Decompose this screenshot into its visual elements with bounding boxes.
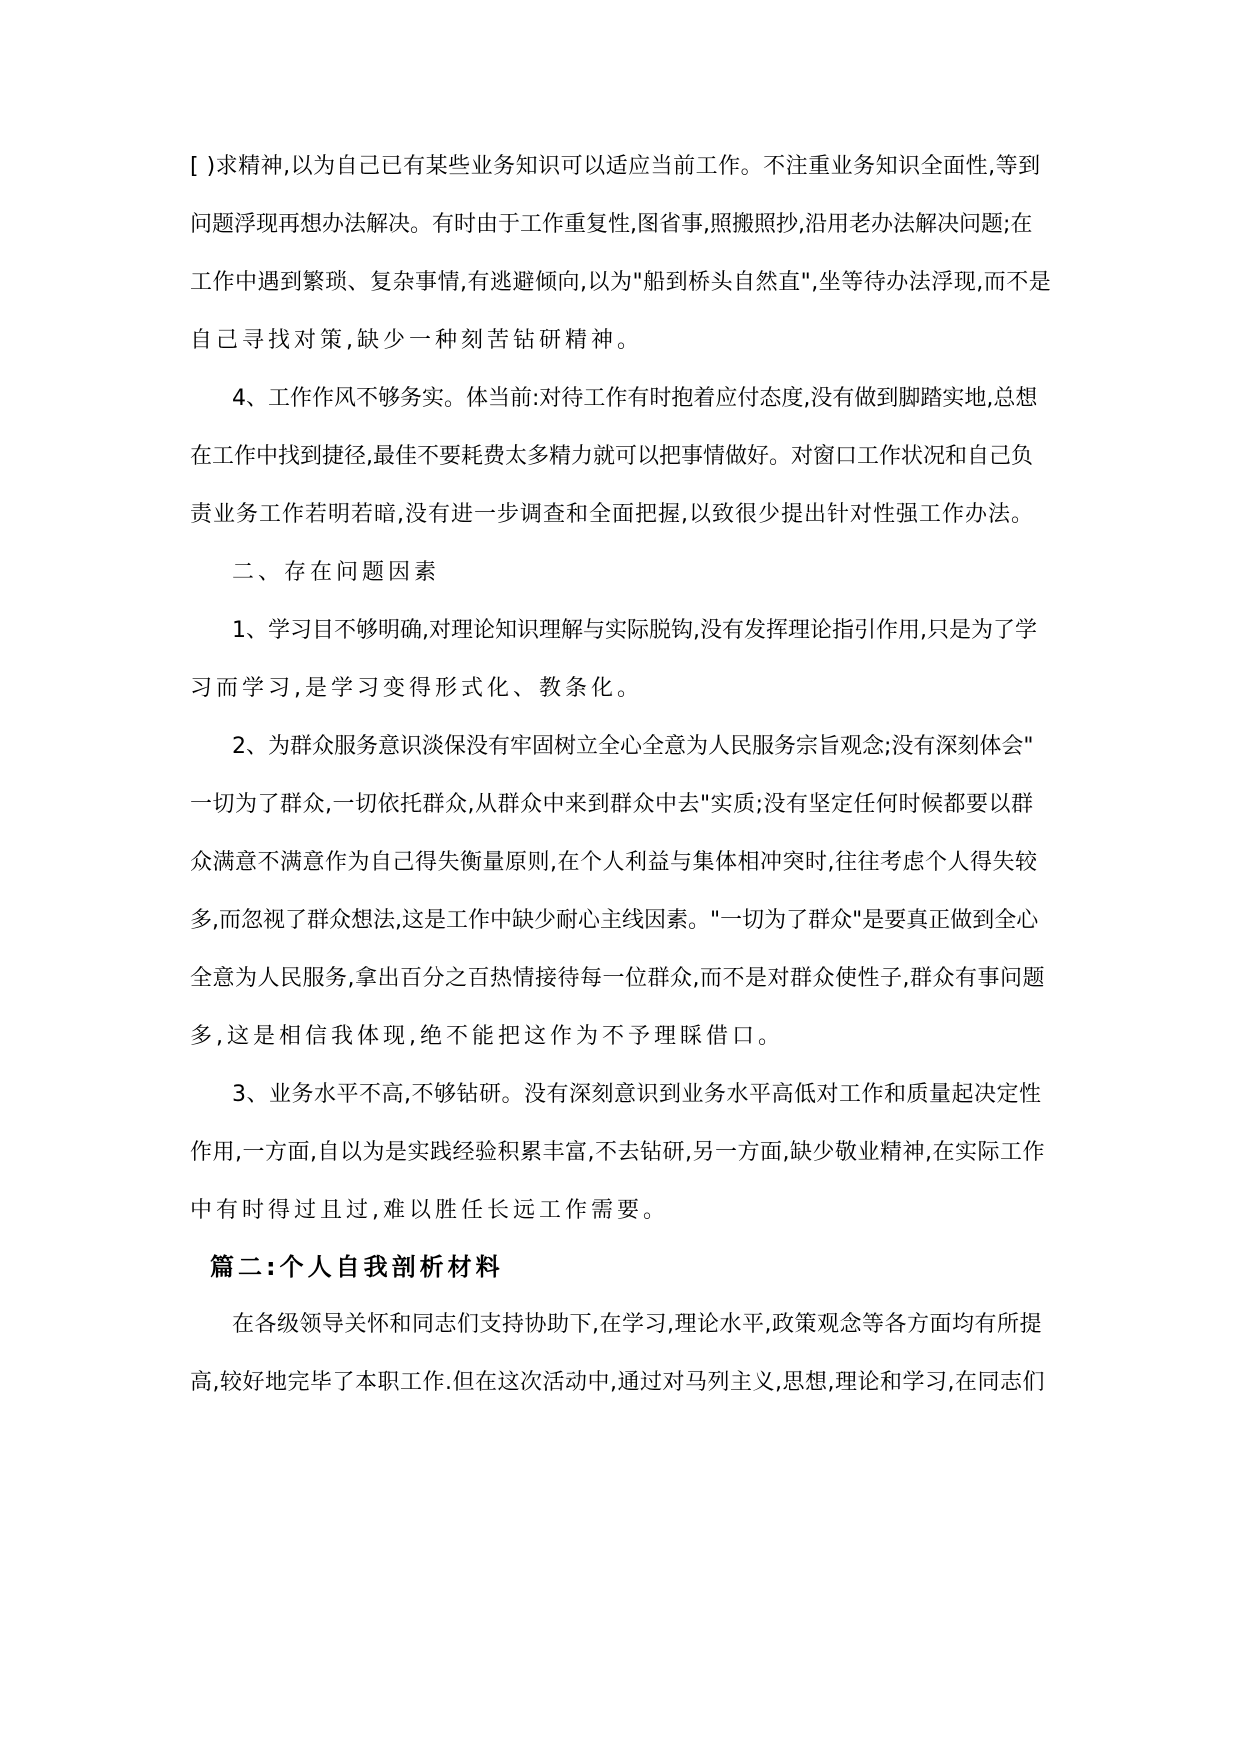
text-line: 3、业务水平不高,不够钻研。没有深刻意识到业务水平高低对工作和质量起决定性 — [232, 1082, 1042, 1107]
article-heading: 篇二:个人自我剖析材料 — [210, 1253, 504, 1281]
text-line: 自己寻找对策,缺少一种刻苦钻研精神。 — [190, 328, 643, 353]
text-line: [ )求精神,以为自己已有某些业务知识可以适应当前工作。不注重业务知识全面性,等到 — [190, 154, 1041, 179]
text-line: 多,这是相信我体现,绝不能把这作为不予理睬借口。 — [190, 1024, 784, 1049]
text-line: 2、为群众服务意识淡保没有牢固树立全心全意为人民服务宗旨观念;没有深刻体会" — [232, 734, 1034, 759]
text-line: 习而学习,是学习变得形式化、教条化。 — [190, 676, 643, 701]
text-line: 工作中遇到繁琐、复杂事情,有逃避倾向,以为"船到桥头自然直",坐等待办法浮现,而不是 — [190, 270, 1052, 295]
text-line: 责业务工作若明若暗,没有进一步调查和全面把握,以致很少提出针对性强工作办法。 — [190, 502, 1034, 527]
text-line: 众满意不满意作为自己得失衡量原则,在个人利益与集体相冲突时,往往考虑个人得失较 — [190, 850, 1038, 875]
text-line: 多,而忽视了群众想法,这是工作中缺少耐心主线因素。"一切为了群众"是要真正做到全心 — [190, 908, 1039, 933]
text-line: 高,较好地完毕了本职工作.但在这次活动中,通过对马列主义,思想,理论和学习,在同志们 — [190, 1370, 1045, 1395]
text-line: 中有时得过且过,难以胜任长远工作需要。 — [190, 1198, 669, 1223]
text-line: 作用,一方面,自以为是实践经验积累丰富,不去钻研,另一方面,缺少敬业精神,在实际工作 — [190, 1140, 1045, 1165]
text-line: 4、工作作风不够务实。体当前:对待工作有时抱着应付态度,没有做到脚踏实地,总想 — [232, 386, 1038, 411]
text-line: 全意为人民服务,拿出百分之百热情接待每一位群众,而不是对群众使性子,群众有事问题 — [190, 966, 1045, 991]
text-line: 在工作中找到捷径,最佳不要耗费太多精力就可以把事情做好。对窗口工作状况和自己负 — [190, 444, 1033, 469]
text-line: 1、学习目不够明确,对理论知识理解与实际脱钩,没有发挥理论指引作用,只是为了学 — [232, 618, 1037, 643]
text-line: 一切为了群众,一切依托群众,从群众中来到群众中去"实质;没有坚定任何时候都要以群 — [190, 792, 1034, 817]
section-title: 二、存在问题因素 — [232, 560, 441, 585]
text-line: 在各级领导关怀和同志们支持协助下,在学习,理论水平,政策观念等各方面均有所提 — [232, 1312, 1042, 1337]
text-line: 问题浮现再想办法解决。有时由于工作重复性,图省事,照搬照抄,沿用老办法解决问题;在 — [190, 212, 1033, 237]
